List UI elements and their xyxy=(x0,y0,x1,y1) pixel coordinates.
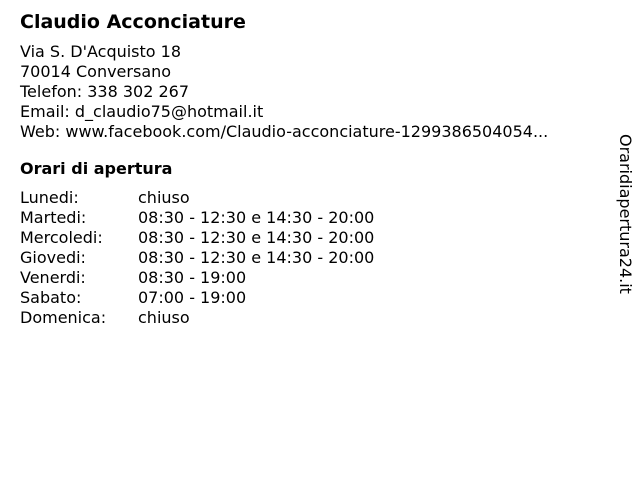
day-label: Sabato: xyxy=(20,288,82,307)
hours-row-thursday xyxy=(20,248,600,268)
day-label: Domenica: xyxy=(20,308,107,327)
day-hours: chiuso xyxy=(138,188,190,207)
hours-row-saturday xyxy=(20,288,600,308)
day-label: Venerdi: xyxy=(20,268,86,287)
email-line: Email: d_claudio75@hotmail.it xyxy=(20,102,264,121)
day-hours: 08:30 - 12:30 e 14:30 - 20:00 xyxy=(138,228,375,247)
site-watermark: Oraridiapertura24.it xyxy=(616,134,635,294)
day-hours: 08:30 - 12:30 e 14:30 - 20:00 xyxy=(138,248,375,267)
day-hours: 08:30 - 19:00 xyxy=(138,268,247,287)
web-line: Web: www.facebook.com/Claudio-acconciature-1299386504054... xyxy=(20,122,549,141)
day-hours: 07:00 - 19:00 xyxy=(138,288,247,307)
day-hours: 08:30 - 12:30 e 14:30 - 20:00 xyxy=(138,208,375,227)
business-name: Claudio Acconciature xyxy=(20,11,246,33)
hours-row-wednesday xyxy=(20,228,600,248)
hours-row-tuesday xyxy=(20,208,600,228)
hours-row-friday xyxy=(20,268,600,288)
day-label: Giovedi: xyxy=(20,248,86,267)
day-label: Martedi: xyxy=(20,208,87,227)
day-hours: chiuso xyxy=(138,308,190,327)
day-label: Mercoledi: xyxy=(20,228,103,247)
address-line-city: 70014 Conversano xyxy=(20,62,172,81)
business-card xyxy=(20,10,600,328)
hours-row-monday xyxy=(20,188,600,208)
hours-row-sunday xyxy=(20,308,600,328)
phone-line: Telefon: 338 302 267 xyxy=(20,82,190,101)
day-label: Lunedi: xyxy=(20,188,79,207)
opening-hours-table xyxy=(20,188,600,328)
address-line-street: Via S. D'Acquisto 18 xyxy=(20,42,182,61)
opening-hours-heading: Orari di apertura xyxy=(20,159,173,178)
